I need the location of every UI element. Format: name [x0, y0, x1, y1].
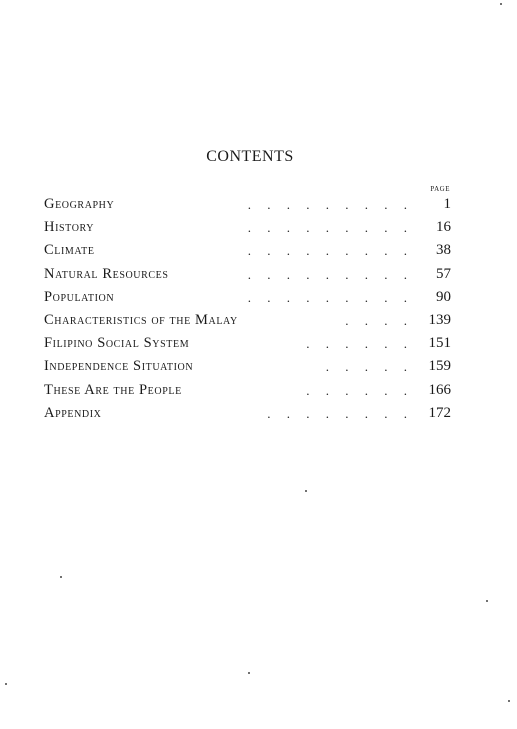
toc-entry-characteristics-of-the-malay [44, 309, 451, 332]
toc-entry-page: 1 [443, 196, 451, 212]
table-of-contents [44, 193, 451, 425]
leader-dots: . . . . . [325, 359, 407, 375]
page-column-header: PAGE [430, 185, 450, 193]
leader-dots: . . . . . . . . . [247, 289, 407, 305]
scan-speck [248, 672, 250, 674]
toc-entry-page: 16 [436, 219, 451, 236]
leader-dots: . . . . . . . . . [247, 220, 407, 236]
toc-entry-filipino-social-system [44, 332, 451, 355]
scan-speck [305, 490, 307, 492]
toc-entry-independence-situation [44, 355, 451, 378]
toc-entry-title: Population [44, 286, 118, 309]
toc-entry-page: 57 [436, 265, 451, 282]
scan-speck [500, 3, 502, 5]
toc-entry-title: Natural Resources [44, 263, 173, 286]
toc-entry-geography [44, 193, 451, 216]
toc-entry-title: History [44, 216, 98, 239]
toc-entry-population [44, 286, 451, 309]
toc-entry-appendix [44, 402, 451, 425]
toc-entry-history [44, 216, 451, 239]
toc-entry-title: These Are the People [44, 379, 186, 402]
leader-dots: . . . . . . . . . [247, 197, 407, 212]
toc-entry-climate [44, 239, 451, 262]
toc-entry-page: 151 [428, 335, 451, 352]
scan-speck [486, 600, 488, 602]
leader-dots: . . . . . . [306, 382, 407, 398]
toc-entry-page: 90 [436, 288, 451, 305]
scan-speck [508, 700, 510, 702]
leader-dots: . . . . . . . . . [247, 243, 407, 259]
leader-dots: . . . . [345, 312, 407, 328]
toc-entry-title: Geography [44, 193, 118, 216]
toc-entry-title: Filipino Social System [44, 332, 193, 355]
toc-entry-title: Appendix [44, 402, 106, 425]
toc-entry-page: 159 [428, 358, 451, 375]
toc-entry-natural-resources [44, 263, 451, 286]
toc-entry-title: Climate [44, 239, 99, 262]
scan-speck [60, 576, 62, 578]
contents-heading: CONTENTS [206, 148, 294, 165]
toc-entry-page: 172 [428, 404, 451, 421]
toc-entry-page: 38 [436, 242, 451, 259]
scan-speck [5, 683, 7, 685]
toc-entry-these-are-the-people [44, 379, 451, 402]
leader-dots: . . . . . . . . . [247, 266, 407, 282]
leader-dots: . . . . . . [306, 336, 407, 352]
toc-entry-title: Characteristics of the Malay [44, 309, 242, 332]
toc-entry-page: 139 [428, 311, 451, 328]
toc-entry-title: Independence Situation [44, 355, 197, 378]
leader-dots: . . . . . . . . [267, 405, 407, 421]
toc-entry-page: 166 [428, 381, 451, 398]
